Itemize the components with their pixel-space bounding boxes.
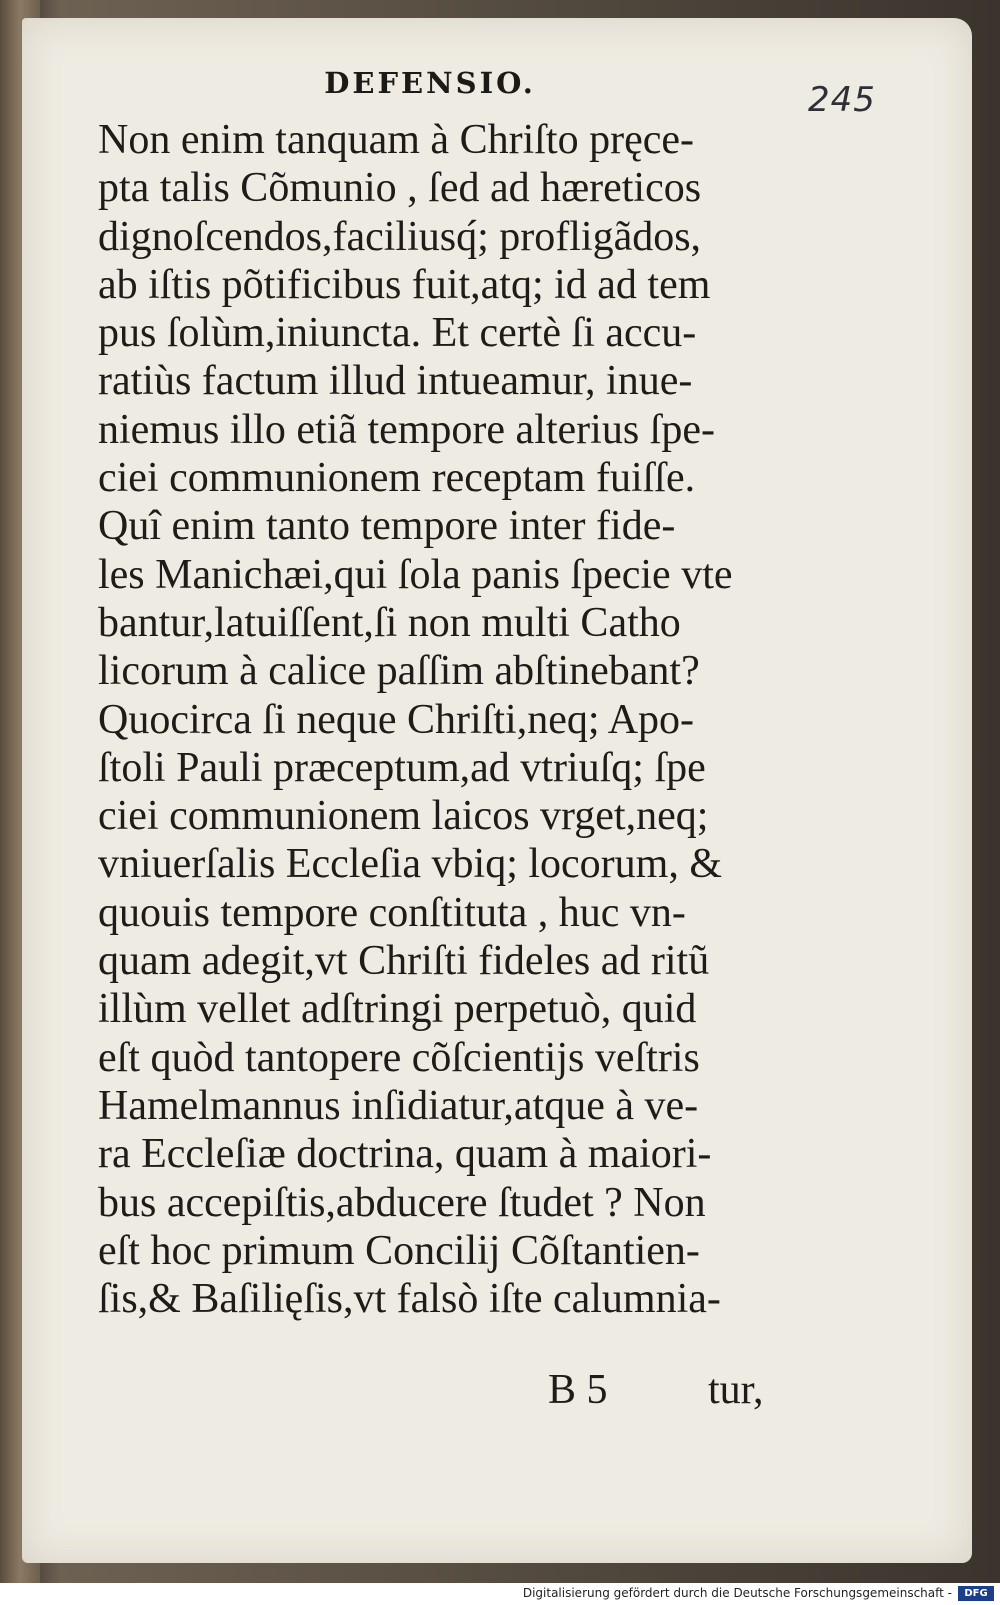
text-line: ab iſtis põtificibus fuit,atq; id ad tem [98,261,711,308]
catchword: tur, [708,1367,764,1413]
text-line: eſt quòd tantopere cõſcientijs veſtris [98,1034,700,1081]
text-line: bus accepiſtis,abducere ſtudet ? Non [98,1179,706,1226]
dfg-logo: DFG [958,1586,994,1601]
text-line: ra Eccleſiæ doctrina, quam à maiori- [98,1131,712,1178]
running-head: DEFENSIO. [324,66,536,100]
funding-credit: Digitalisierung gefördert durch die Deutsche Forschungsgemeinschaft - [522,1586,952,1600]
text-line: les Manichæi,qui ſola panis ſpecie vte [98,551,733,598]
text-line: Non enim tanquam à Chriſto pręce- [98,117,694,163]
digitization-footer [0,1583,1000,1605]
text-line: ciei communionem laicos vrget,neq; [98,793,709,840]
text-line: Hamelmannus inſidiatur,atque à ve- [98,1082,699,1129]
text-line: niemus illo etiã tempore alterius ſpe- [98,406,715,453]
text-line: ratiùs factum illud intueamur, inue- [98,358,693,405]
text-line: ſis,& Baſilięſis,vt falsò iſte calumnia- [98,1276,721,1323]
handwritten-folio-number: 245 [808,80,876,120]
text-line: ciei communionem receptam fuiſſe. [98,455,696,502]
text-line: pta talis Cõmunio , ſed ad hæreticos [98,165,702,212]
text-line: Quocirca ſi neque Chriſti,neq; Apo- [98,696,695,743]
text-line: quouis tempore conſtituta , huc vn- [98,889,686,936]
text-line: ſtoli Pauli præceptum,ad vtriuſq; ſpe [98,744,706,791]
text-line: illùm vellet adſtringi perpetuò, quid [98,986,697,1033]
text-line: dignoſcendos,faciliusq́; profligãdos, [98,213,702,260]
text-line: vniuerſalis Eccleſia vbiq; locorum, & [98,841,722,888]
text-line: licorum à calice paſſim abſtinebant? [98,648,700,695]
text-line: Quî enim tanto tempore inter fide- [98,503,676,550]
text-line: bantur,latuiſſent,ſi non multi Catho [98,599,681,646]
text-line: quam adegit,vt Chriſti fideles ad ritũ [98,938,710,985]
text-line: pus ſolùm,iniuncta. Et certè ſi accu- [98,310,697,357]
signature-mark: B 5 [548,1367,608,1413]
text-line: eſt hoc primum Concilij Cõſtantien- [98,1227,700,1274]
body-text [98,116,778,1323]
